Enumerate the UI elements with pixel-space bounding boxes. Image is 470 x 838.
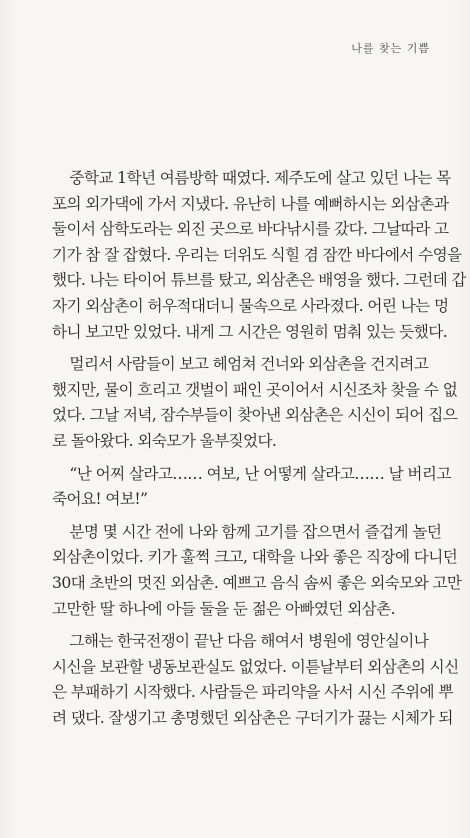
text-line: 30대 초반의 멋진 외삼촌. 예쁘고 음식 솜씨 좋은 외숙모와 고만	[52, 573, 462, 592]
paragraph-5	[52, 629, 459, 731]
paragraph-2	[52, 352, 458, 454]
text-line: 로 돌아왔다. 외숙모가 울부짖었다.	[52, 431, 277, 450]
text-line: 기가 참 잘 잡혔다. 우리는 더위도 식힐 겸 잠깐 바다에서 수영을	[52, 245, 462, 264]
text-line: 중학교 1학년 여름방학 때였다. 제주도에 살고 있던 나는 목	[52, 169, 451, 187]
paragraph-3-dialogue	[52, 462, 451, 513]
text-line: 그해는 한국전쟁이 끝난 다음 해여서 병원에 영안실이나	[52, 632, 429, 651]
body-text	[52, 166, 466, 731]
text-line: 멀리서 사람들이 보고 헤엄쳐 건너와 외삼촌을 건지려고	[52, 355, 429, 374]
paragraph-gap	[52, 513, 430, 520]
text-line: 자기 외삼촌이 허우적대더니 물속으로 사라졌다. 어린 나는 멍	[52, 296, 449, 315]
paragraph-gap	[52, 455, 430, 462]
text-line: 하니 보고만 있었다. 내게 그 시간은 영원히 멈춰 있는 듯했다.	[52, 322, 448, 341]
text-line: 분명 몇 시간 전에 나와 함께 고기를 잡으면서 즐겁게 놀던	[52, 522, 442, 541]
text-line: 고만한 딸 하나에 아들 둘을 둔 젊은 아빠였던 외삼촌.	[52, 599, 395, 618]
text-line: 은 부패하기 시작했다. 사람들은 파리약을 사서 시신 주위에 뿌	[52, 683, 453, 702]
paragraph-1	[52, 166, 466, 345]
text-line: 시신을 보관할 냉동보관실도 없었다. 이튿날부터 외삼촌의 시신	[52, 657, 459, 676]
text-line: 했다. 나는 타이어 튜브를 탔고, 외삼촌은 배영을 했다. 그런데 갑	[52, 271, 466, 290]
text-line: 포의 외가댁에 가서 지냈다. 유난히 나를 예뻐하시는 외삼촌과	[52, 194, 449, 213]
text-line: “난 어찌 살라고…… 여보, 난 어떻게 살라고…… 날 버리고	[52, 464, 451, 483]
paragraph-gap	[52, 622, 430, 629]
running-header: 나를 찾는 기쁨	[351, 42, 430, 55]
text-line: 었다. 그날 저녁, 잠수부들이 찾아낸 외삼촌은 시신이 되어 집으	[52, 406, 458, 425]
paragraph-4	[52, 520, 462, 622]
text-line: 둘이서 삼학도라는 외진 곳으로 바다낚시를 갔다. 그날따라 고	[52, 220, 449, 239]
paragraph-gap	[52, 345, 430, 352]
text-line: 려 댔다. 잘생기고 총명했던 외삼촌은 구더기가 끓는 시체가 되	[52, 708, 453, 727]
text-line: 했지만, 물이 흐리고 갯벌이 패인 곳이어서 시신조차 찾을 수 없	[52, 380, 458, 399]
text-line: 외삼촌이었다. 키가 훌쩍 크고, 대학을 나와 좋은 직장에 다니던	[52, 548, 458, 567]
text-line: 죽어요! 여보!”	[52, 490, 148, 509]
